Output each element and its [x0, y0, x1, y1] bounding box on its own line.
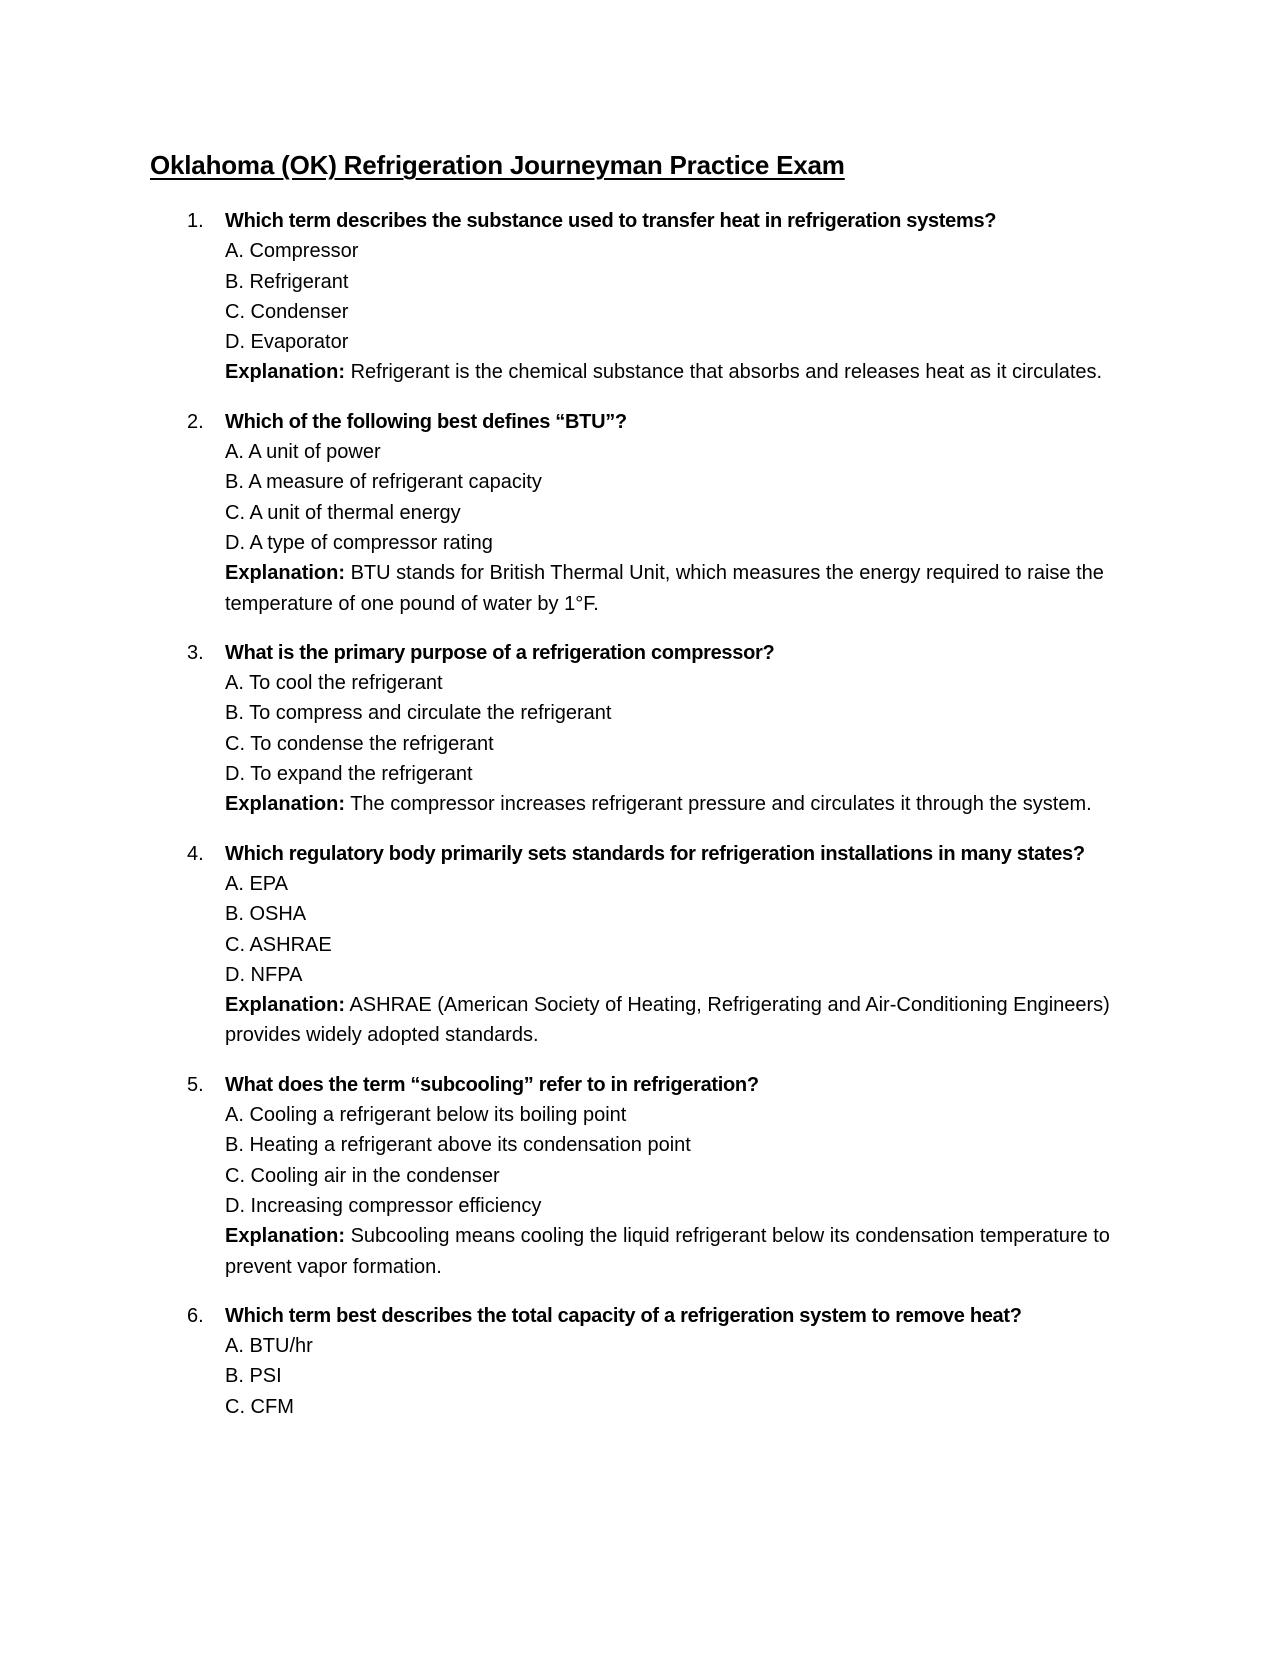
- page-title: Oklahoma (OK) Refrigeration Journeyman Practice Exam: [150, 150, 845, 180]
- option-d: D. A type of compressor rating: [225, 531, 493, 554]
- question-text: Which of the following best defines “BTU”?: [225, 410, 627, 433]
- option-d: D. Evaporator: [225, 331, 349, 354]
- question-number: 3.: [187, 641, 204, 664]
- option-c: C. A unit of thermal energy: [225, 501, 461, 524]
- option-a: A. EPA: [225, 872, 288, 895]
- question-item: [150, 407, 1150, 619]
- option-d: D. To expand the refrigerant: [225, 763, 473, 786]
- option-a: A. Cooling a refrigerant below its boiling point: [225, 1104, 627, 1127]
- option-b: B. A measure of refrigerant capacity: [225, 471, 542, 494]
- option-b: B. OSHA: [225, 903, 307, 926]
- option-d: D. NFPA: [225, 963, 303, 986]
- explanation-label: Explanation:: [225, 562, 346, 585]
- question-number: 4.: [187, 842, 204, 865]
- option-c: C. Cooling air in the condenser: [225, 1164, 500, 1187]
- explanation-label: Explanation:: [225, 994, 346, 1017]
- explanation-label: Explanation:: [225, 1225, 346, 1248]
- question-text: Which term best describes the total capacity of a refrigeration system to remove heat?: [225, 1304, 1022, 1327]
- option-c: C. ASHRAE: [225, 933, 332, 956]
- option-c: C. CFM: [225, 1395, 294, 1418]
- explanation: [225, 357, 1125, 387]
- explanation: [225, 990, 1125, 1051]
- option-b: B. PSI: [225, 1365, 282, 1388]
- option-a: A. A unit of power: [225, 441, 381, 464]
- explanation: [225, 1221, 1125, 1282]
- question-text: Which regulatory body primarily sets standards for refrigeration installations in many states?: [225, 842, 1085, 865]
- question-item: [150, 206, 1150, 388]
- question-item: [150, 1301, 1150, 1422]
- question-text: What is the primary purpose of a refrigeration compressor?: [225, 641, 775, 664]
- explanation: [225, 789, 1125, 819]
- explanation-text: BTU stands for British Thermal Unit, which measures the energy required to raise the temperature of one pound of water by 1°F.: [225, 562, 1104, 615]
- question-item: [150, 638, 1150, 820]
- option-b: B. To compress and circulate the refrigerant: [225, 702, 612, 725]
- option-a: A. BTU/hr: [225, 1335, 313, 1358]
- question-number: 2.: [187, 410, 204, 433]
- explanation-text: Refrigerant is the chemical substance that absorbs and releases heat as it circulates.: [350, 361, 1103, 384]
- question-number: 5.: [187, 1073, 204, 1096]
- question-item: [150, 839, 1150, 1051]
- question-item: [150, 1070, 1150, 1282]
- option-c: C. Condenser: [225, 300, 349, 323]
- question-number: 6.: [187, 1304, 204, 1327]
- question-text: What does the term “subcooling” refer to in refrigeration?: [225, 1073, 759, 1096]
- option-b: B. Refrigerant: [225, 270, 349, 293]
- explanation-label: Explanation:: [225, 793, 346, 816]
- explanation: [225, 558, 1125, 619]
- explanation-text: ASHRAE (American Society of Heating, Refrigerating and Air-Conditioning Engineers) provides widely adopted standards.: [225, 994, 1110, 1047]
- explanation-text: Subcooling means cooling the liquid refrigerant below its condensation temperature to prevent vapor formation.: [225, 1225, 1110, 1278]
- option-b: B. Heating a refrigerant above its condensation point: [225, 1134, 691, 1157]
- option-c: C. To condense the refrigerant: [225, 732, 494, 755]
- explanation-text: The compressor increases refrigerant pressure and circulates it through the system.: [350, 793, 1092, 816]
- question-list: [150, 206, 1150, 1441]
- explanation-label: Explanation:: [225, 361, 346, 384]
- option-d: D. Increasing compressor efficiency: [225, 1194, 542, 1217]
- option-a: A. Compressor: [225, 240, 359, 263]
- question-number: 1.: [187, 210, 204, 232]
- question-text: Which term describes the substance used to transfer heat in refrigeration systems?: [225, 210, 997, 232]
- option-a: A. To cool the refrigerant: [225, 672, 443, 695]
